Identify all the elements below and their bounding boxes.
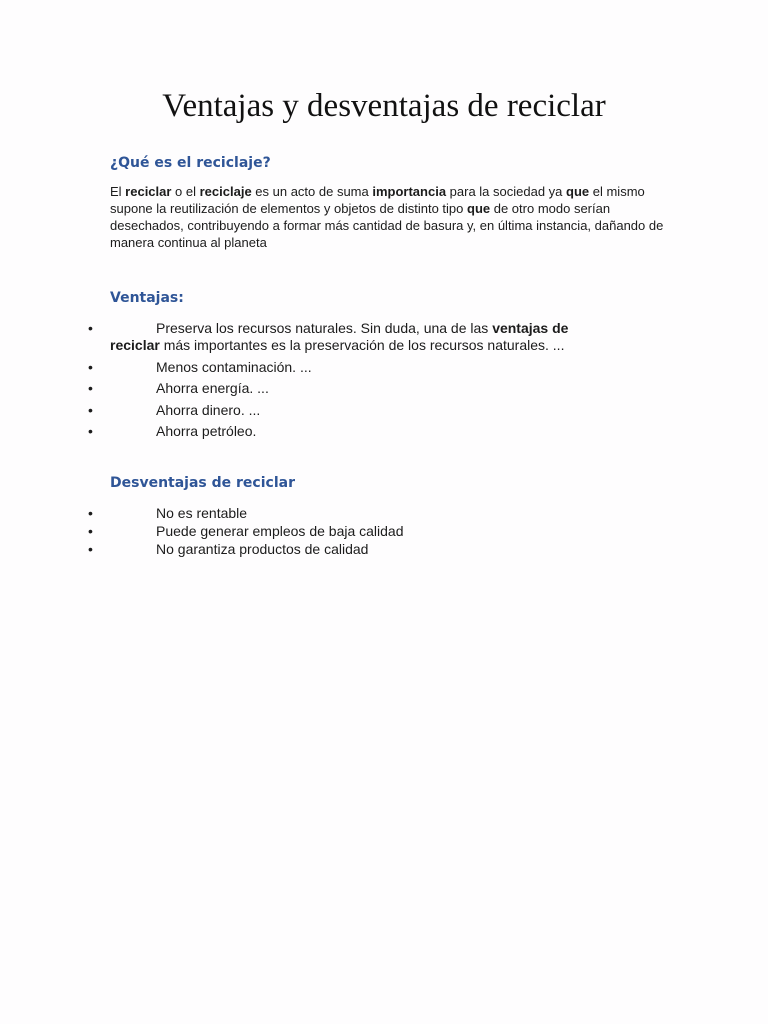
text-run: Ahorra dinero. ...	[156, 401, 261, 418]
text-run: para la sociedad ya	[446, 184, 567, 199]
bold-text: ventajas de reciclar	[110, 320, 569, 353]
bullet-icon: •	[88, 320, 93, 336]
section-heading-desventajas: Desventajas de reciclar	[110, 475, 295, 491]
list-item	[0, 320, 620, 354]
list-item-text	[156, 402, 260, 418]
list-item	[0, 540, 620, 558]
ventajas-list	[0, 320, 768, 445]
text-run: Ahorra energía. ...	[156, 380, 269, 396]
list-item-text	[156, 541, 368, 557]
bold-text: que	[467, 201, 491, 216]
bullet-icon: •	[88, 505, 93, 521]
list-item-text	[156, 523, 404, 539]
desventajas-list	[0, 504, 768, 558]
bullet-icon: •	[88, 380, 93, 396]
list-item-text	[156, 359, 312, 375]
list-item-text	[156, 380, 269, 396]
bullet-icon: •	[88, 358, 93, 375]
list-item	[0, 423, 620, 440]
bullet-icon: •	[88, 541, 93, 557]
bold-text: importancia	[372, 184, 447, 199]
text-run: Menos contaminación. ...	[156, 358, 312, 375]
text-run: más importantes es la preservación de los recursos naturales. ...	[159, 337, 565, 353]
bullet-icon: •	[88, 401, 93, 418]
text-run: o el	[171, 184, 200, 199]
text-run: es un acto de suma	[251, 184, 373, 199]
text-run: de otro modo serían desechados, contribuyendo a formar más cantidad de basura y, en última instancia, dañando de manera continua al planeta	[110, 201, 664, 250]
list-item	[0, 522, 620, 540]
bold-text: que	[566, 184, 590, 199]
list-item-text	[156, 423, 256, 439]
list-item	[0, 402, 620, 419]
bold-text: reciclar	[125, 184, 172, 199]
list-item	[0, 504, 620, 522]
text-run: Puede generar empleos de baja calidad	[156, 523, 404, 539]
text-run: Preserva los recursos naturales. Sin duda, una de las	[156, 320, 493, 336]
page-title: Ventajas y desventajas de reciclar	[162, 88, 606, 124]
list-item	[0, 380, 620, 397]
bullet-icon: •	[88, 523, 93, 539]
text-run: No garantiza productos de calidad	[156, 541, 369, 557]
list-item-text	[110, 320, 568, 353]
text-run: el mismo supone la reutilización de elementos y objetos de distinto tipo	[110, 184, 645, 216]
text-run: No es rentable	[156, 505, 248, 521]
section-heading-ventajas: Ventajas:	[110, 290, 184, 306]
text-run: Ahorra petróleo.	[156, 423, 257, 439]
text-run: El	[110, 184, 126, 199]
section-heading-que-es: ¿Qué es el reciclaje?	[110, 155, 271, 171]
list-item	[0, 359, 620, 376]
bold-text: reciclaje	[199, 184, 252, 199]
list-item-text	[156, 505, 247, 521]
bullet-icon: •	[88, 423, 93, 439]
intro-paragraph	[110, 183, 670, 251]
